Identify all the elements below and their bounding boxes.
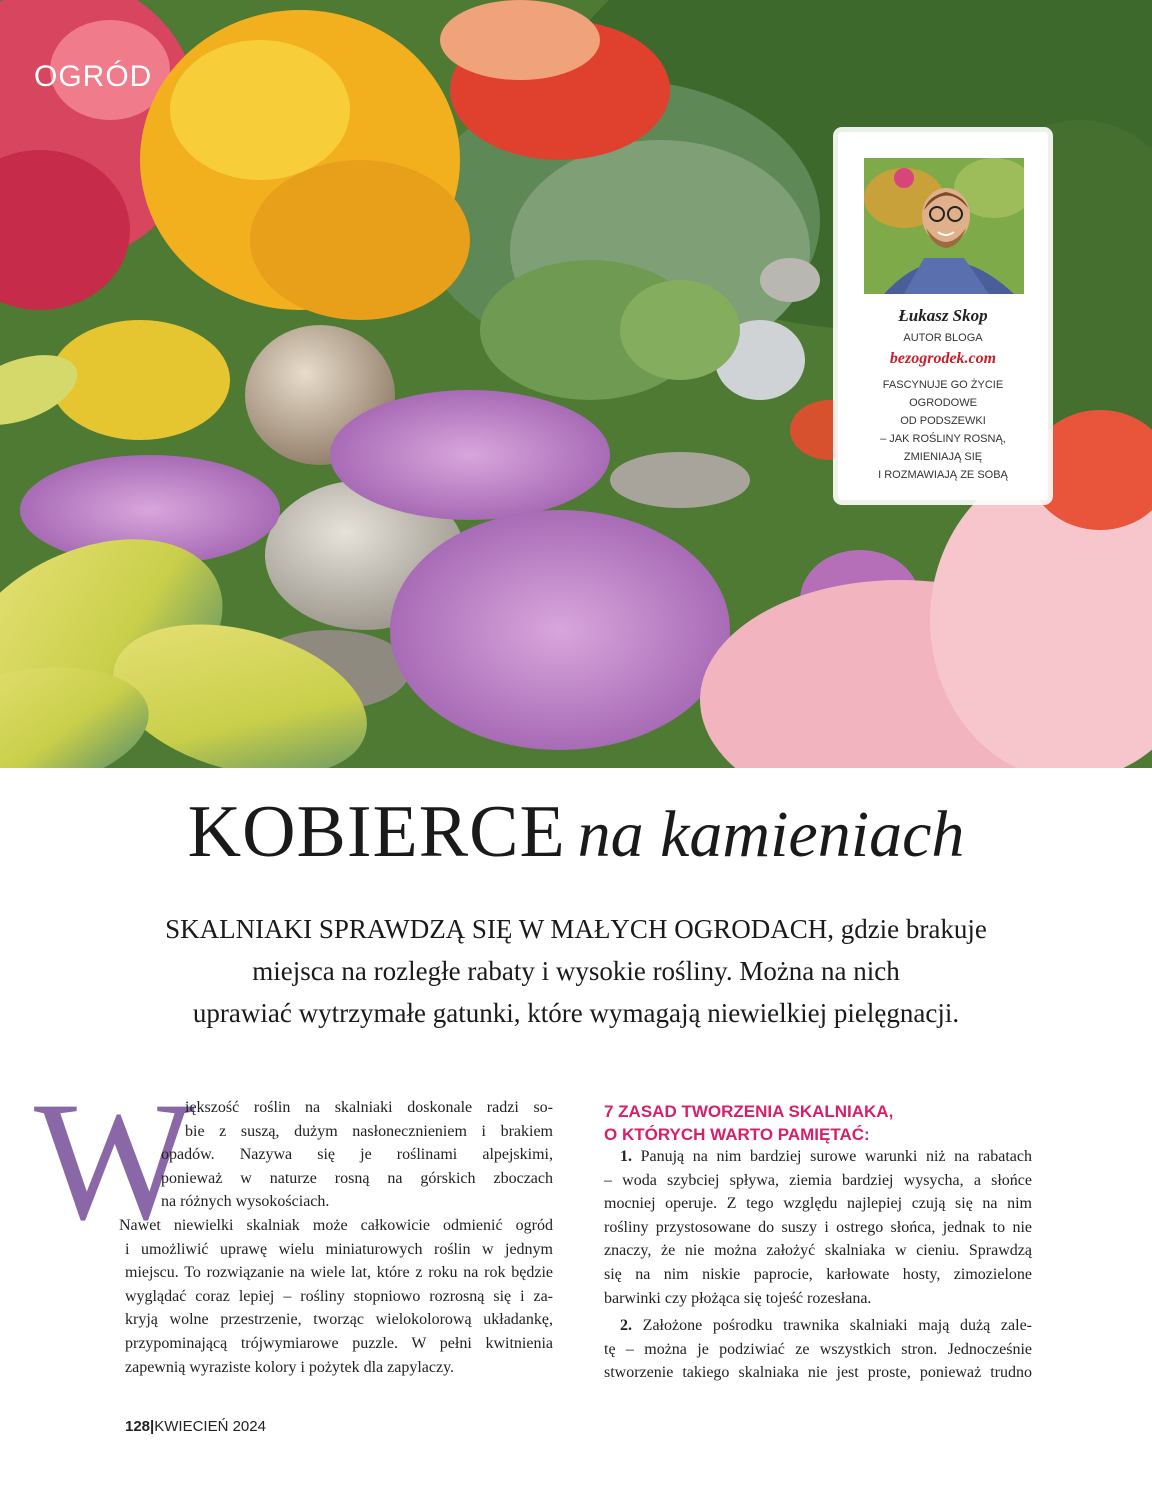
lede-line: SKALNIAKI SPRAWDZĄ SIĘ W MAŁYCH OGRODACH, gdzie brakuje [165, 914, 987, 944]
body-line: ponieważ w naturze rosną na górskich zboczach [161, 1169, 553, 1187]
author-bio-line: FASCYNUJE GO ŻYCIE [882, 379, 1004, 391]
author-bio-line: ZMIENIAJĄ SIĘ [903, 451, 983, 463]
body-line: kryją wolne przestrzenie, tworząc wielokolorową układankę, [125, 1311, 553, 1329]
body-line: rośliny przystosowane do suszy i ostrego słońca, jednak to nie [604, 1218, 1032, 1236]
body-line: opadów. Nazywa się je roślinami alpejskimi, [161, 1146, 553, 1164]
rules-heading-line: 7 ZASAD TWORZENIA SKALNIAKA, [604, 1102, 894, 1121]
author-bio-line: – JAK ROŚLINY ROSNĄ, [880, 433, 1006, 445]
body-line [119, 1214, 553, 1238]
rule-number: 2. [620, 1317, 632, 1335]
lede-line: uprawiać wytrzymałe gatunki, które wymagają niewielkiej pielęgnacji. [192, 998, 960, 1028]
footer-separator: | [150, 1418, 155, 1435]
author-card [838, 132, 1048, 500]
body-line: się na nim niskie paprocie, karłowate hosty, zimozielone [604, 1265, 1032, 1283]
article-lede [100, 908, 1052, 1034]
author-role: AUTOR BLOGA [903, 332, 983, 344]
body-line: mocniej operuje. Z tego względu najlepiej czują się na nim [604, 1195, 1032, 1213]
body-line: na różnych wysokościach. [161, 1193, 330, 1211]
section-label: OGRÓD [34, 60, 153, 93]
body-line: wyglądać coraz lepiej – rośliny stopniowo rozrosną się i za- [125, 1287, 553, 1305]
rule-2-first-line [604, 1314, 1032, 1338]
article-title [0, 790, 1152, 875]
body-line-text: Nawet niewielki skalniak może całkowicie odmienić ogród [119, 1216, 553, 1234]
author-photo [864, 158, 1024, 294]
author-portrait [864, 158, 1024, 294]
body-line: iększość roślin na skalniaki doskonale radzi so- [185, 1099, 553, 1116]
author-bio-line: OGRODOWE [909, 397, 977, 409]
body-line: stworzenie takiego skalniaka nie jest proste, ponieważ trudno [604, 1364, 1032, 1382]
body-line: znaczy, że nie można założyć skalniaka w cieniu. Sprawdzą [604, 1242, 1032, 1260]
body-line: bie z suszą, dużym nasłonecznieniem i brakiem [185, 1122, 553, 1140]
lede-line: miejsca na rozległe rabaty i wysokie rośliny. Można na nich [252, 956, 900, 986]
right-column [604, 1145, 1032, 1385]
rule-number: 1. [620, 1148, 632, 1165]
body-line: zapewnią wyraziste kolory i pożytek dla zapylaczy. [125, 1358, 455, 1376]
author-blog-link[interactable]: bezogrodek.com [889, 350, 997, 367]
page-footer [125, 1418, 266, 1435]
body-line: przypominającą trójwymiarowe puzzle. W pełni kwitnienia [125, 1334, 553, 1352]
body-line: barwinki czy płożąca się tojeść rozesłana. [604, 1289, 872, 1307]
rules-heading-line: O KTÓRYCH WARTO PAMIĘTAĆ: [604, 1125, 870, 1144]
drop-cap: W [34, 1067, 195, 1255]
page-number: 128 [125, 1418, 151, 1435]
title-main: KOBIERCE [187, 791, 566, 873]
rule-text: Założone pośrodku trawnika skalniaki mają dużą zale- [632, 1317, 1032, 1335]
body-line: miejscu. To rozwiązanie na wiele lat, które z roku na rok będzie [125, 1264, 553, 1282]
body-line: i umożliwić uprawę wielu miniaturowych roślin w jednym [125, 1240, 553, 1258]
rule-text: Panują na nim bardziej surowe warunki niż na rabatach [632, 1148, 1032, 1165]
rules-heading [604, 1100, 893, 1146]
author-bio-line: I ROZMAWIAJĄ ZE SOBĄ [878, 469, 1008, 481]
body-line: – woda szybciej spływa, ziemia bardziej wysycha, a słońce [604, 1171, 1032, 1189]
author-bio [838, 376, 1048, 484]
title-italic: na kamieniach [577, 798, 965, 871]
body-line: tę – można je podziwiać ze wszystkich stron. Jednocześnie [604, 1340, 1032, 1358]
left-column [119, 1096, 553, 1379]
issue-label: KWIECIEŃ 2024 [154, 1418, 266, 1435]
author-bio-line: OD PODSZEWKI [900, 415, 986, 427]
rule-1-first-line [604, 1145, 1032, 1169]
author-name: Łukasz Skop [898, 306, 988, 325]
